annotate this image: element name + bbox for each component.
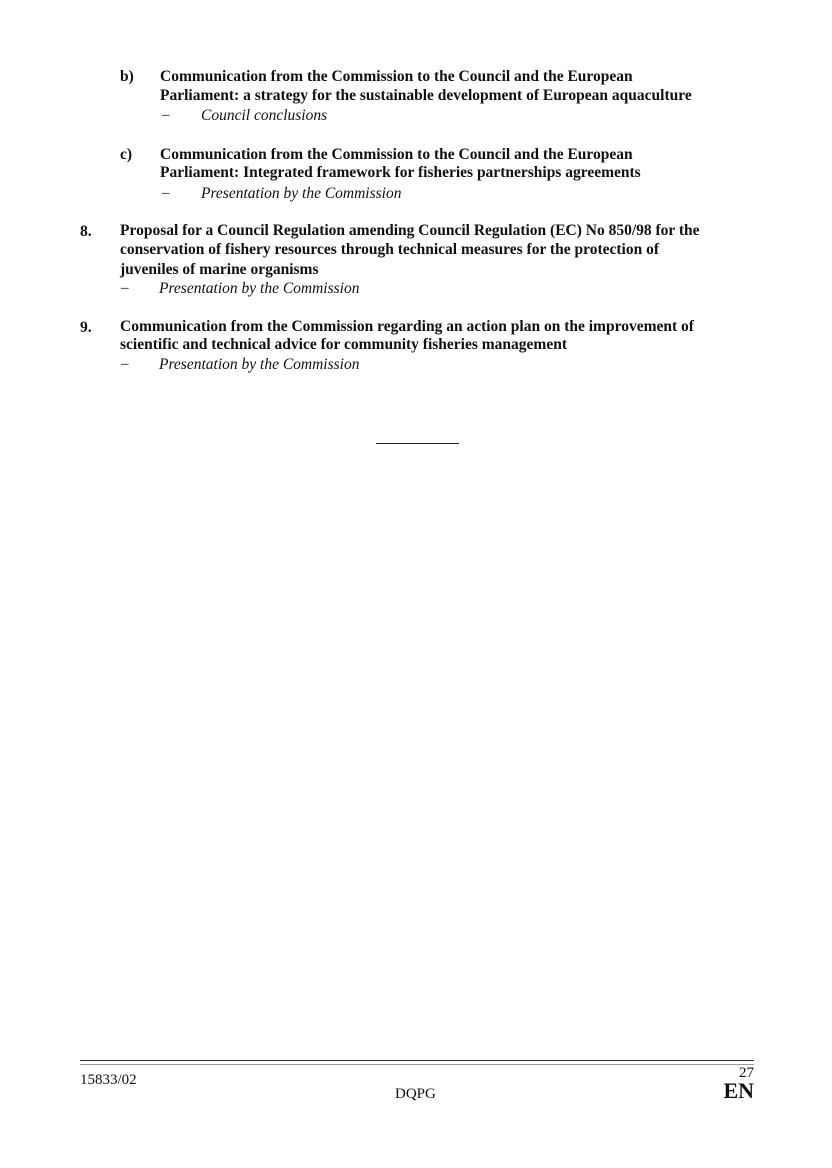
item-b-dash: – xyxy=(162,107,170,123)
item-b-title-line2: Parliament: a strategy for the sustainable development of European aquaculture xyxy=(160,87,692,104)
item-c-title-line2: Parliament: Integrated framework for fisheries partnerships agreements xyxy=(160,164,641,181)
item-b-title-line1: Communication from the Commission to the Council and the European xyxy=(160,68,633,85)
item-8-label: 8. xyxy=(80,223,92,240)
item-9-title-line1: Communication from the Commission regarding an action plan on the improvement of xyxy=(120,318,694,335)
footer-language-code: EN xyxy=(723,1078,754,1103)
item-9-title-line2: scientific and technical advice for community fisheries management xyxy=(120,336,567,353)
item-8-title-line1: Proposal for a Council Regulation amending Council Regulation (EC) No 850/98 for the xyxy=(120,222,700,239)
item-c-dash: – xyxy=(162,185,170,201)
footer-doc-number: 15833/02 xyxy=(80,1072,137,1088)
footer-rule xyxy=(80,1060,754,1061)
item-9-dash: – xyxy=(121,356,129,372)
item-8-subtitle: Presentation by the Commission xyxy=(159,280,360,297)
footer-page-number: 27 xyxy=(739,1065,754,1081)
item-8-title-line3: juveniles of marine organisms xyxy=(120,261,319,278)
item-9-subtitle: Presentation by the Commission xyxy=(159,356,360,373)
item-8-dash: – xyxy=(121,280,129,296)
item-b-label: b) xyxy=(120,68,134,85)
item-c-subtitle: Presentation by the Commission xyxy=(201,185,402,202)
section-separator xyxy=(376,443,459,444)
item-8-title-line2: conservation of fishery resources through technical measures for the protection of xyxy=(120,241,659,258)
item-c-title-line1: Communication from the Commission to the Council and the European xyxy=(160,146,633,163)
footer-department: DQPG xyxy=(395,1086,436,1102)
footer-rule-secondary xyxy=(80,1064,754,1065)
item-b-subtitle: Council conclusions xyxy=(201,107,328,124)
item-9-label: 9. xyxy=(80,319,92,336)
item-c-label: c) xyxy=(120,146,133,163)
